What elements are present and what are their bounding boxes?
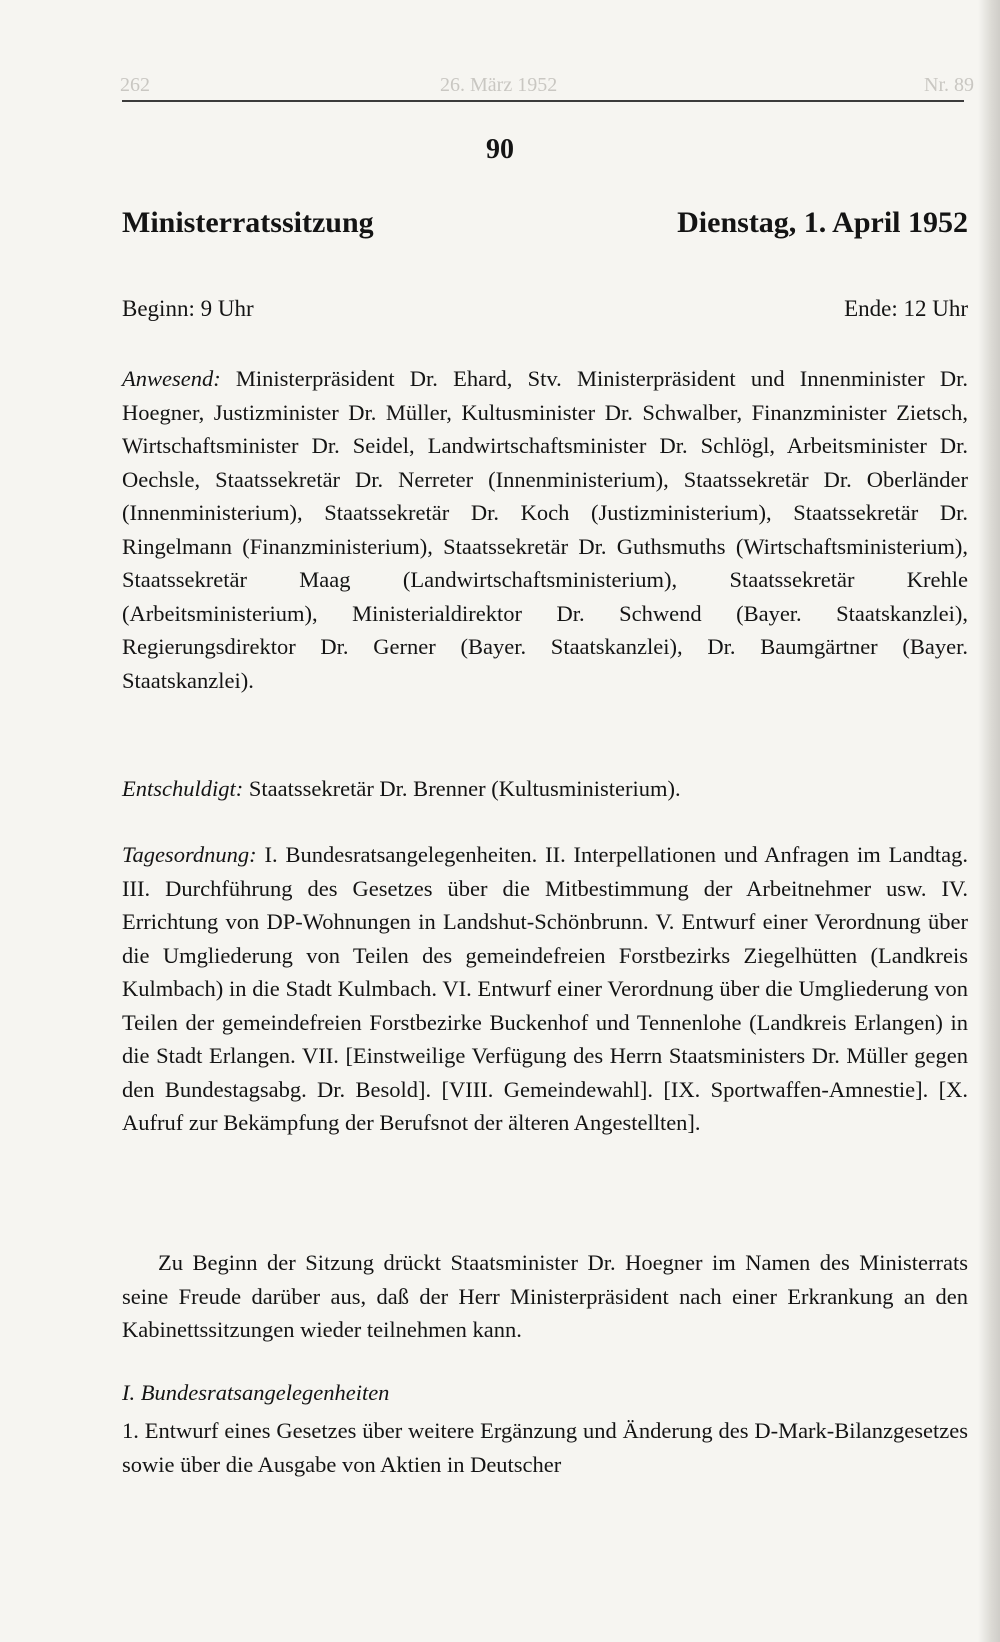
end-time: Ende: 12 Uhr <box>844 296 968 321</box>
header-ghost-right: Nr. 89 <box>924 74 974 96</box>
section-heading: I. Bundesratsangelegenheiten <box>122 1380 390 1405</box>
opening-paragraph: Zu Beginn der Sitzung drückt Staatsminister Dr. Hoegner im Namen des Ministerrats seine Freude darüber aus, daß der Herr Ministerpräsident nach einer Erkrankung an den Kabinettssitzungen wieder teilnehmen kann. <box>122 1250 968 1342</box>
title-row <box>122 206 968 240</box>
document-number: 90 <box>486 134 514 165</box>
header-rule <box>122 100 964 102</box>
agenda-label: Tagesordnung: <box>122 842 257 867</box>
attendees-label: Anwesend: <box>122 366 221 391</box>
excused-paragraph <box>122 772 968 806</box>
agenda-paragraph <box>122 838 968 1140</box>
agenda-text: I. Bundesratsangelegenheiten. II. Interpellationen und Anfragen im Landtag. III. Durchführung des Gesetzes über die Mitbestimmung der Arbeitnehmer usw. IV. Errichtung von DP-Wohnungen in Landshut-Schönbrunn. V. Entwurf einer Verordnung über die Umgliederung von Teilen des gemeindefreien Forstbezirks Ziegelhütten (Landkreis Kulmbach) in die Stadt Kulmbach. VI. Entwurf einer Verordnung über die Umgliederung von Teilen der gemeindefreien Forstbezirke Buckenhof und Tennenlohe (Landkreis Erlangen) in die Stadt Erlangen. VII. [Einstweilige Verfügung des Herrn Staatsministers Dr. Müller gegen den Bundestagsabg. Dr. Besold]. [VIII. Gemeindewahl]. [IX. Sportwaffen-Amnestie]. [X. Aufruf zur Bekämpfung der Berufsnot der älteren Angestellten]. <box>122 842 968 1135</box>
page-number-left: 262 <box>120 74 150 96</box>
begin-time: Beginn: 9 Uhr <box>122 296 254 321</box>
document-title: Ministerratssitzung <box>122 206 374 239</box>
agenda-item-1: 1. Entwurf eines Gesetzes über weitere Ergänzung und Änderung des D-Mark-Bilanzgesetzes sowie über die Ausgabe von Aktien in Deutscher <box>122 1418 968 1477</box>
attendees-paragraph <box>122 362 968 697</box>
document-date: Dienstag, 1. April 1952 <box>677 206 968 239</box>
page-edge-shadow <box>978 0 1000 1642</box>
header-date-ghost: 26. März 1952 <box>440 74 558 96</box>
attendees-text: Ministerpräsident Dr. Ehard, Stv. Ministerpräsident und Innenminister Dr. Hoegner, Justizminister Dr. Müller, Kultusminister Dr. Schwalber, Finanzminister Zietsch, Wirtschaftsminister Dr. Seidel, Landwirtschaftsminister Dr. Schlögl, Arbeitsminister Dr. Oechsle, Staatssekretär Dr. Nerreter (Innenministerium), Staatssekretär Dr. Oberländer (Innenministerium), Staatssekretär Dr. Koch (Justizministerium), Staatssekretär Dr. Ringelmann (Finanzministerium), Staatssekretär Dr. Guthsmuths (Wirtschaftsministerium), Staatssekretär Maag (Landwirtschaftsministerium), Staatssekretär Krehle (Arbeitsministerium), Ministerialdirektor Dr. Schwend (Bayer. Staatskanzlei), Regierungsdirektor Dr. Gerner (Bayer. Staatskanzlei), Dr. Baumgärtner (Bayer. Staatskanzlei). <box>122 366 969 693</box>
excused-label: Entschuldigt: <box>122 776 244 801</box>
excused-text: Staatssekretär Dr. Brenner (Kultusministerium). <box>248 776 681 801</box>
time-row <box>122 296 968 322</box>
